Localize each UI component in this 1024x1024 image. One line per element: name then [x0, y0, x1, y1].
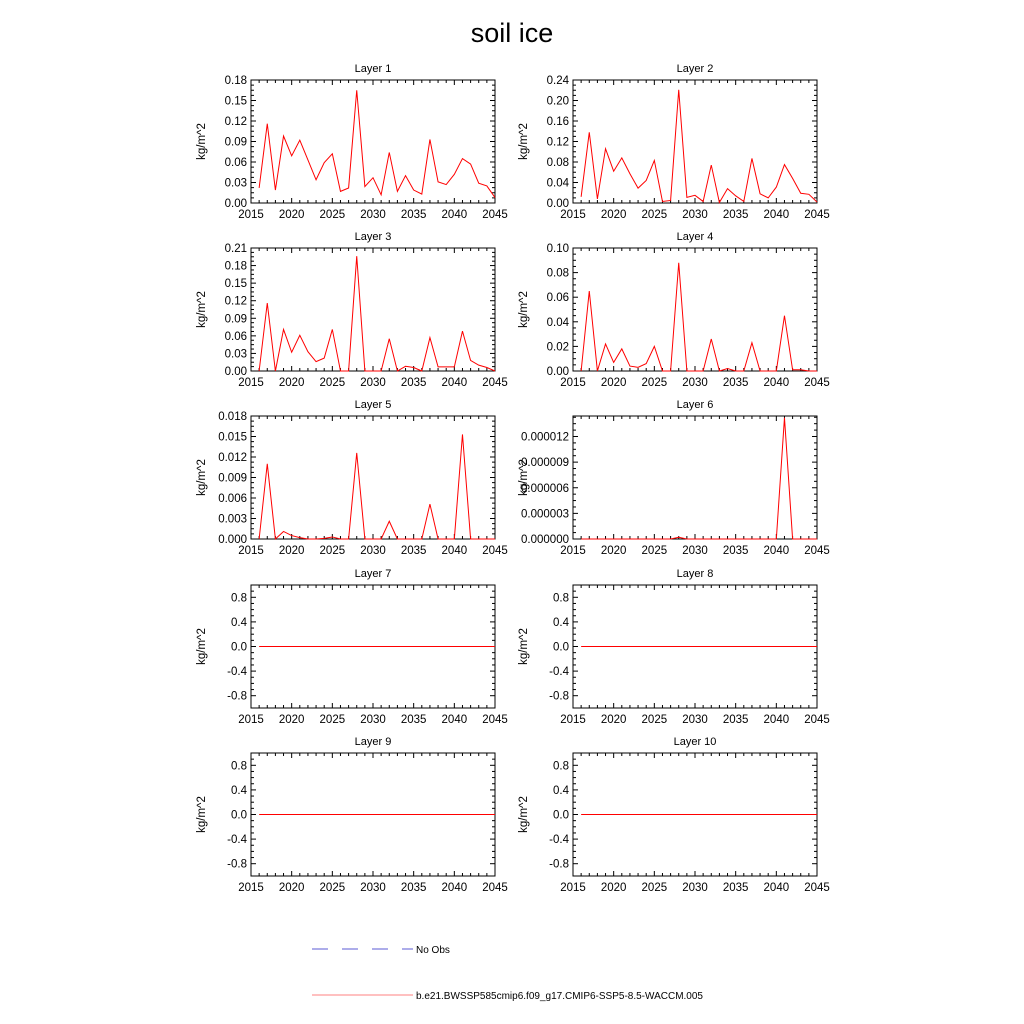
x-tick-label: 2020 [600, 882, 627, 894]
y-tick-label: 0.8 [553, 592, 569, 605]
x-tick-label: 2035 [400, 209, 427, 221]
series-line [581, 418, 817, 539]
x-tick-label: 2015 [238, 882, 264, 894]
x-tick-label: 2020 [278, 882, 305, 894]
x-tick-label: 2030 [682, 882, 708, 894]
y-tick-label: 0.08 [546, 267, 569, 280]
y-tick-label: 0.0 [553, 641, 569, 654]
y-axis-label: kg/m^2 [518, 291, 530, 328]
panel-title: Layer 5 [354, 399, 392, 411]
x-tick-label: 2020 [278, 545, 305, 557]
plot-frame [251, 80, 495, 203]
x-tick-label: 2045 [482, 882, 508, 894]
x-tick-label: 2025 [641, 377, 668, 389]
y-tick-label: 0.0 [553, 809, 569, 822]
y-tick-label: 0.000012 [521, 431, 569, 444]
y-tick-label: -0.8 [227, 690, 247, 703]
panel-title: Layer 7 [354, 568, 392, 580]
y-tick-label: 0.8 [553, 760, 569, 773]
x-tick-label: 2040 [441, 545, 468, 557]
panel-title: Layer 3 [354, 231, 392, 243]
y-tick-label: 0.000000 [521, 534, 569, 546]
x-tick-label: 2035 [400, 545, 427, 557]
panel-1 [196, 63, 508, 221]
x-tick-label: 2025 [319, 714, 346, 726]
series-line [259, 256, 495, 371]
panel-9 [196, 736, 508, 894]
y-tick-label: -0.4 [227, 834, 247, 847]
x-tick-label: 2045 [482, 545, 508, 557]
y-axis-label: kg/m^2 [518, 459, 530, 496]
y-tick-label: 0.000003 [521, 508, 569, 521]
x-tick-label: 2040 [763, 209, 790, 221]
panels-grid [196, 63, 830, 894]
y-axis-label: kg/m^2 [196, 459, 208, 496]
x-tick-label: 2040 [441, 209, 468, 221]
y-tick-label: 0.15 [224, 278, 247, 291]
plot-frame [251, 248, 495, 371]
x-tick-label: 2020 [278, 209, 305, 221]
y-tick-label: 0.009 [218, 472, 247, 485]
y-tick-label: 0.04 [546, 316, 569, 329]
y-tick-label: 0.04 [546, 177, 569, 190]
x-tick-label: 2025 [641, 882, 668, 894]
y-tick-label: -0.8 [549, 690, 569, 703]
y-tick-label: 0.4 [231, 784, 247, 797]
x-tick-label: 2045 [804, 714, 830, 726]
panel-3 [196, 231, 508, 389]
y-tick-label: 0.012 [218, 452, 247, 464]
panel-2 [518, 63, 830, 221]
x-tick-label: 2020 [278, 377, 305, 389]
x-tick-label: 2015 [560, 377, 586, 389]
x-tick-label: 2015 [560, 545, 586, 557]
x-tick-label: 2030 [682, 714, 708, 726]
y-tick-label: 0.00 [224, 198, 247, 210]
panel-title: Layer 9 [354, 736, 392, 748]
y-axis-label: kg/m^2 [518, 123, 530, 160]
x-tick-label: 2040 [763, 714, 790, 726]
plot-frame [251, 416, 495, 539]
y-tick-label: 0.18 [224, 75, 247, 87]
panel-6 [518, 399, 830, 557]
y-tick-label: 0.12 [224, 295, 247, 308]
x-tick-label: 2020 [278, 714, 305, 726]
y-tick-label: 0.02 [546, 341, 569, 354]
panel-title: Layer 8 [676, 568, 714, 580]
x-tick-label: 2035 [400, 377, 427, 389]
y-tick-label: 0.006 [218, 493, 247, 505]
x-tick-label: 2040 [441, 377, 468, 389]
y-tick-label: 0.8 [231, 592, 247, 605]
y-tick-label: 0.06 [224, 330, 247, 343]
y-axis-label: kg/m^2 [196, 123, 208, 160]
y-tick-label: 0.16 [546, 116, 569, 128]
y-tick-label: 0.09 [224, 136, 247, 149]
y-tick-label: 0.12 [224, 116, 247, 128]
x-tick-label: 2030 [360, 209, 386, 221]
y-tick-label: 0.06 [546, 292, 569, 305]
y-tick-label: 0.20 [546, 95, 569, 108]
x-tick-label: 2045 [804, 882, 830, 894]
legend-obs-label: No Obs [416, 945, 450, 956]
x-tick-label: 2025 [641, 714, 668, 726]
y-tick-label: 0.10 [546, 243, 569, 255]
x-tick-label: 2045 [804, 209, 830, 221]
x-tick-label: 2040 [441, 714, 468, 726]
x-tick-label: 2030 [682, 377, 708, 389]
y-tick-label: -0.4 [549, 666, 569, 679]
x-tick-label: 2045 [804, 545, 830, 557]
x-tick-label: 2025 [319, 882, 346, 894]
series-line [581, 263, 817, 371]
x-tick-label: 2030 [360, 377, 386, 389]
legend [312, 945, 703, 1002]
x-tick-label: 2015 [560, 209, 586, 221]
x-tick-label: 2035 [400, 882, 427, 894]
x-tick-label: 2015 [560, 714, 586, 726]
y-axis-label: kg/m^2 [196, 628, 208, 665]
x-tick-label: 2045 [804, 377, 830, 389]
x-tick-label: 2025 [319, 377, 346, 389]
x-tick-label: 2045 [482, 209, 508, 221]
y-tick-label: 0.000009 [521, 457, 569, 470]
x-tick-label: 2020 [600, 209, 627, 221]
y-axis-label: kg/m^2 [518, 796, 530, 833]
x-tick-label: 2045 [482, 377, 508, 389]
x-tick-label: 2035 [722, 377, 749, 389]
x-tick-label: 2025 [319, 545, 346, 557]
y-tick-label: 0.4 [231, 616, 247, 629]
y-tick-label: -0.8 [227, 858, 247, 871]
y-tick-label: 0.00 [224, 366, 247, 378]
x-tick-label: 2030 [360, 545, 386, 557]
y-tick-label: 0.21 [224, 243, 247, 255]
y-tick-label: 0.00 [546, 366, 569, 378]
y-tick-label: 0.08 [546, 157, 569, 169]
y-tick-label: 0.0 [231, 641, 247, 654]
y-tick-label: -0.8 [549, 858, 569, 871]
y-tick-label: 0.018 [218, 411, 247, 423]
x-tick-label: 2015 [238, 545, 264, 557]
y-tick-label: 0.12 [546, 136, 569, 149]
x-tick-label: 2015 [238, 377, 264, 389]
x-tick-label: 2040 [763, 377, 790, 389]
panel-title: Layer 6 [676, 399, 714, 411]
x-tick-label: 2025 [641, 545, 668, 557]
y-tick-label: 0.015 [218, 431, 247, 444]
x-tick-label: 2035 [722, 714, 749, 726]
x-tick-label: 2015 [560, 882, 586, 894]
series-line [581, 90, 817, 203]
panel-title: Layer 4 [676, 231, 714, 243]
panel-5 [196, 399, 508, 557]
figure-title: soil ice [470, 18, 554, 48]
y-tick-label: 0.09 [224, 313, 247, 326]
x-tick-label: 2035 [722, 882, 749, 894]
panel-10 [518, 736, 830, 894]
x-tick-label: 2020 [600, 377, 627, 389]
x-tick-label: 2040 [441, 882, 468, 894]
x-tick-label: 2030 [682, 545, 708, 557]
y-tick-label: 0.24 [546, 75, 569, 87]
panel-title: Layer 1 [354, 63, 392, 75]
y-tick-label: 0.0 [231, 809, 247, 822]
x-tick-label: 2030 [360, 882, 386, 894]
y-tick-label: -0.4 [227, 666, 247, 679]
x-tick-label: 2035 [722, 209, 749, 221]
panel-4 [518, 231, 830, 389]
x-tick-label: 2030 [682, 209, 708, 221]
y-tick-label: 0.18 [224, 260, 247, 273]
y-axis-label: kg/m^2 [196, 796, 208, 833]
y-tick-label: 0.00 [546, 198, 569, 210]
y-axis-label: kg/m^2 [518, 628, 530, 665]
x-tick-label: 2015 [238, 209, 264, 221]
x-tick-label: 2040 [763, 882, 790, 894]
y-tick-label: 0.003 [218, 513, 247, 526]
y-tick-label: 0.15 [224, 95, 247, 108]
x-tick-label: 2030 [360, 714, 386, 726]
panel-7 [196, 568, 508, 726]
y-tick-label: 0.000 [218, 534, 247, 546]
panel-8 [518, 568, 830, 726]
y-tick-label: 0.4 [553, 784, 569, 797]
panel-title: Layer 10 [673, 736, 717, 748]
plot-frame [573, 80, 817, 203]
y-tick-label: 0.4 [553, 616, 569, 629]
y-tick-label: 0.03 [224, 348, 247, 361]
y-axis-label: kg/m^2 [196, 291, 208, 328]
x-tick-label: 2020 [600, 714, 627, 726]
x-tick-label: 2035 [722, 545, 749, 557]
x-tick-label: 2020 [600, 545, 627, 557]
y-tick-label: 0.03 [224, 177, 247, 190]
x-tick-label: 2025 [641, 209, 668, 221]
y-tick-label: -0.4 [549, 834, 569, 847]
x-tick-label: 2015 [238, 714, 264, 726]
x-tick-label: 2025 [319, 209, 346, 221]
legend-model-label: b.e21.BWSSP585cmip6.f09_g17.CMIP6-SSP5-8.5-WACCM.005 [416, 991, 703, 1002]
x-tick-label: 2035 [400, 714, 427, 726]
x-tick-label: 2040 [763, 545, 790, 557]
panel-title: Layer 2 [676, 63, 714, 75]
series-line [259, 434, 495, 539]
series-line [259, 90, 495, 197]
y-tick-label: 0.8 [231, 760, 247, 773]
y-tick-label: 0.000006 [521, 482, 569, 495]
y-tick-label: 0.06 [224, 157, 247, 169]
x-tick-label: 2045 [482, 714, 508, 726]
